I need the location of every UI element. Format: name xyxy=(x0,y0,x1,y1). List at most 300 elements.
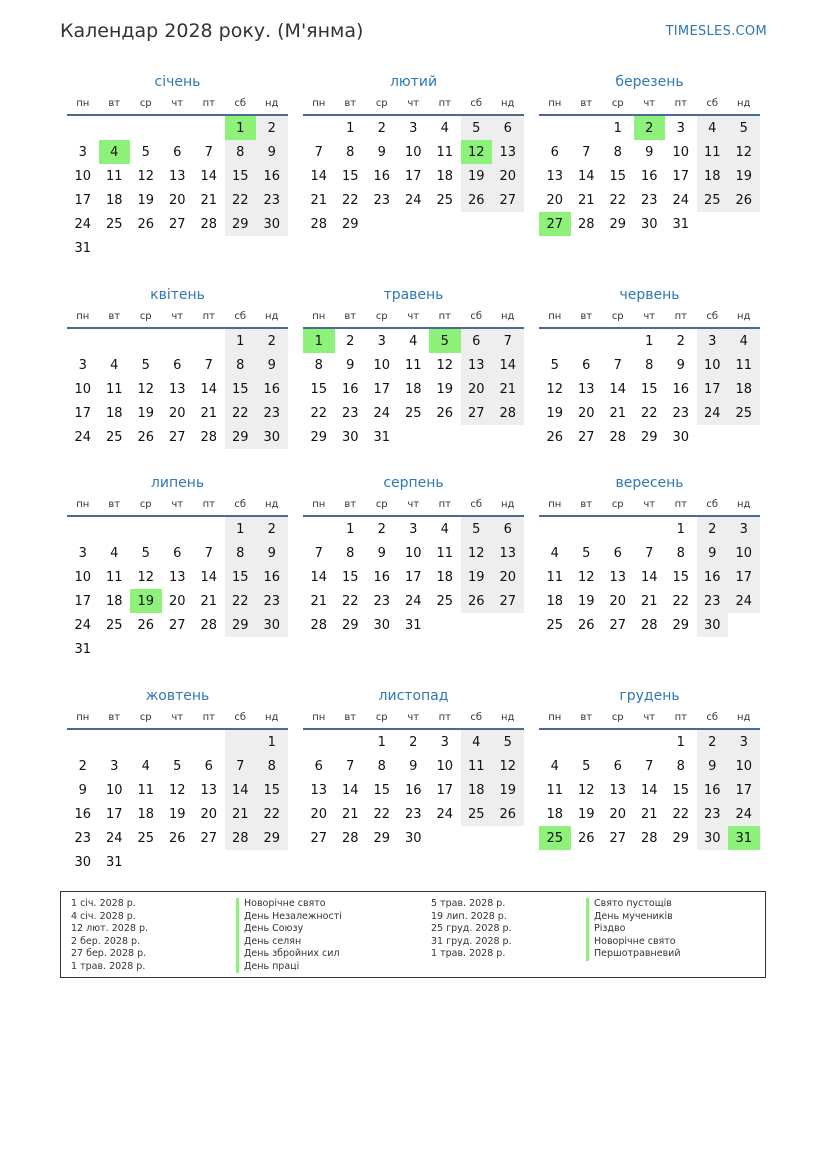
day-cell: 7 xyxy=(204,144,213,160)
day-cell: 9 xyxy=(377,144,386,160)
day-cell: 6 xyxy=(613,758,622,774)
empty-cell xyxy=(492,425,524,449)
day-cell: 22 xyxy=(341,593,359,609)
day-cell: 11 xyxy=(546,782,564,798)
empty-cell xyxy=(130,116,162,140)
weekday-label: нд xyxy=(265,98,279,109)
day-cell: 16 xyxy=(74,806,92,822)
day-cell: 27 xyxy=(168,216,186,232)
empty-cell xyxy=(130,637,162,661)
day-cell: 4 xyxy=(728,329,760,353)
day-cell: 31 xyxy=(672,216,690,232)
holiday-day-cell: 4 xyxy=(99,140,131,164)
day-cell: 21 xyxy=(310,593,328,609)
day-cell: 17 xyxy=(74,593,92,609)
weekday-label: пт xyxy=(438,98,451,109)
day-cell: 14 xyxy=(577,168,595,184)
day-cell: 26 xyxy=(577,617,595,633)
day-cell: 26 xyxy=(137,617,155,633)
day-grid xyxy=(539,517,760,637)
day-cell: 3 xyxy=(440,734,449,750)
day-cell: 14 xyxy=(200,381,218,397)
legend-date: 25 груд. 2028 р. xyxy=(431,923,512,934)
empty-cell xyxy=(366,212,398,236)
day-cell: 12 xyxy=(137,381,155,397)
day-cell: 16 xyxy=(256,565,288,589)
day-cell: 19 xyxy=(461,565,493,589)
legend-names-right xyxy=(586,898,681,961)
weekday-label: пт xyxy=(202,98,215,109)
day-cell: 25 xyxy=(436,593,454,609)
legend-holiday-name: День мучеників xyxy=(586,911,681,924)
weekday-label: вт xyxy=(108,499,121,510)
weekday-label: ср xyxy=(611,712,624,723)
day-cell: 16 xyxy=(697,778,729,802)
day-cell: 29 xyxy=(672,617,690,633)
day-grid xyxy=(539,730,760,850)
day-cell: 23 xyxy=(256,188,288,212)
day-cell: 29 xyxy=(256,826,288,850)
day-cell: 2 xyxy=(409,734,418,750)
weekday-label: чт xyxy=(407,712,420,723)
empty-cell xyxy=(492,826,524,850)
empty-cell xyxy=(67,116,99,140)
day-cell: 24 xyxy=(436,806,454,822)
weekday-label: сб xyxy=(470,311,483,322)
day-cell: 2 xyxy=(697,730,729,754)
weekday-label: пт xyxy=(202,499,215,510)
day-cell: 3 xyxy=(697,329,729,353)
weekday-label: нд xyxy=(737,499,751,510)
day-cell: 2 xyxy=(377,120,386,136)
day-grid xyxy=(67,329,288,449)
empty-cell xyxy=(539,116,571,140)
day-cell: 17 xyxy=(436,782,454,798)
day-cell: 1 xyxy=(256,730,288,754)
day-cell: 2 xyxy=(256,116,288,140)
day-cell: 25 xyxy=(137,830,155,846)
day-cell: 12 xyxy=(461,541,493,565)
day-cell: 29 xyxy=(672,830,690,846)
empty-cell xyxy=(602,517,634,541)
day-cell: 15 xyxy=(672,782,690,798)
day-cell: 10 xyxy=(74,569,92,585)
day-cell: 14 xyxy=(341,782,359,798)
day-cell: 11 xyxy=(436,545,454,561)
day-cell: 4 xyxy=(110,545,119,561)
day-cell: 6 xyxy=(582,357,591,373)
empty-cell xyxy=(67,730,99,754)
day-cell: 24 xyxy=(697,401,729,425)
day-grid xyxy=(67,116,288,260)
empty-cell xyxy=(67,329,99,353)
day-cell: 12 xyxy=(168,782,186,798)
day-cell: 9 xyxy=(78,782,87,798)
empty-cell xyxy=(225,236,257,260)
day-cell: 23 xyxy=(256,589,288,613)
weekday-label: чт xyxy=(171,712,184,723)
weekday-header xyxy=(303,710,524,730)
day-cell: 4 xyxy=(550,545,559,561)
day-cell: 7 xyxy=(204,545,213,561)
day-cell: 11 xyxy=(404,357,422,373)
empty-cell xyxy=(728,613,760,637)
day-cell: 22 xyxy=(341,192,359,208)
weekday-label: ср xyxy=(375,499,388,510)
month-block xyxy=(67,285,288,449)
weekday-label: сб xyxy=(234,98,247,109)
day-cell: 8 xyxy=(645,357,654,373)
weekday-header xyxy=(303,309,524,329)
day-cell: 22 xyxy=(310,405,328,421)
day-cell: 23 xyxy=(373,192,391,208)
day-cell: 6 xyxy=(613,545,622,561)
weekday-label: ср xyxy=(139,98,152,109)
day-cell: 16 xyxy=(256,164,288,188)
day-cell: 16 xyxy=(672,381,690,397)
weekday-label: чт xyxy=(171,311,184,322)
day-cell: 3 xyxy=(728,517,760,541)
day-cell: 5 xyxy=(141,545,150,561)
legend-holiday-name: Першотравневий xyxy=(586,948,681,961)
weekday-label: пн xyxy=(76,311,90,322)
weekday-label: вт xyxy=(108,98,121,109)
day-cell: 22 xyxy=(373,806,391,822)
day-cell: 7 xyxy=(225,754,257,778)
day-cell: 25 xyxy=(436,192,454,208)
weekday-header xyxy=(67,309,288,329)
day-cell: 18 xyxy=(404,381,422,397)
day-cell: 30 xyxy=(373,617,391,633)
day-cell: 21 xyxy=(577,192,595,208)
empty-cell xyxy=(571,329,603,353)
day-cell: 25 xyxy=(105,216,123,232)
legend-date: 4 січ. 2028 р. xyxy=(71,910,136,922)
legend-date: 19 лип. 2028 р. xyxy=(431,910,507,922)
weekday-label: пн xyxy=(312,98,326,109)
month-block xyxy=(303,285,524,449)
day-cell: 23 xyxy=(341,405,359,421)
day-cell: 7 xyxy=(645,545,654,561)
day-cell: 18 xyxy=(137,806,155,822)
empty-cell xyxy=(162,236,194,260)
day-cell: 30 xyxy=(74,854,92,870)
day-cell: 18 xyxy=(546,593,564,609)
day-cell: 3 xyxy=(377,333,386,349)
empty-cell xyxy=(162,517,194,541)
day-cell: 24 xyxy=(373,405,391,421)
month-name: січень xyxy=(154,74,201,90)
weekday-label: сб xyxy=(234,499,247,510)
month-block xyxy=(539,285,760,449)
holiday-legend xyxy=(60,891,766,978)
empty-cell xyxy=(634,730,666,754)
day-cell: 20 xyxy=(168,405,186,421)
day-cell: 8 xyxy=(613,144,622,160)
day-cell: 20 xyxy=(168,593,186,609)
day-cell: 7 xyxy=(645,758,654,774)
day-grid xyxy=(539,116,760,236)
day-cell: 1 xyxy=(613,120,622,136)
empty-cell xyxy=(571,730,603,754)
day-cell: 11 xyxy=(105,168,123,184)
month-name: липень xyxy=(150,475,205,491)
day-cell: 8 xyxy=(676,545,685,561)
day-cell: 4 xyxy=(697,116,729,140)
weekday-label: нд xyxy=(265,311,279,322)
day-cell: 12 xyxy=(546,381,564,397)
weekday-header xyxy=(67,96,288,116)
day-cell: 29 xyxy=(225,613,257,637)
day-cell: 1 xyxy=(225,517,257,541)
empty-cell xyxy=(99,329,131,353)
weekday-header xyxy=(67,497,288,517)
weekday-label: сб xyxy=(706,98,719,109)
day-cell: 20 xyxy=(461,377,493,401)
day-cell: 27 xyxy=(609,830,627,846)
day-cell: 25 xyxy=(546,617,564,633)
weekday-label: сб xyxy=(470,98,483,109)
day-cell: 8 xyxy=(225,140,257,164)
day-cell: 10 xyxy=(74,381,92,397)
day-cell: 28 xyxy=(341,830,359,846)
weekday-label: чт xyxy=(171,499,184,510)
day-cell: 29 xyxy=(609,216,627,232)
day-cell: 6 xyxy=(173,357,182,373)
weekday-label: сб xyxy=(234,712,247,723)
day-grid xyxy=(303,730,524,850)
month-block xyxy=(303,72,524,236)
empty-cell xyxy=(303,116,335,140)
legend-date: 5 трав. 2028 р. xyxy=(431,898,506,909)
empty-cell xyxy=(429,425,461,449)
weekday-label: пн xyxy=(548,499,562,510)
day-cell: 11 xyxy=(461,754,493,778)
weekday-label: пт xyxy=(438,311,451,322)
day-cell: 27 xyxy=(609,617,627,633)
empty-cell xyxy=(130,329,162,353)
day-cell: 2 xyxy=(256,329,288,353)
day-cell: 17 xyxy=(404,168,422,184)
day-cell: 16 xyxy=(341,381,359,397)
day-cell: 24 xyxy=(74,216,92,232)
month-block xyxy=(303,473,524,637)
day-cell: 26 xyxy=(436,405,454,421)
day-cell: 15 xyxy=(341,569,359,585)
weekday-label: пн xyxy=(312,712,326,723)
day-cell: 5 xyxy=(582,758,591,774)
day-cell: 18 xyxy=(461,778,493,802)
day-cell: 23 xyxy=(640,192,658,208)
day-cell: 29 xyxy=(341,216,359,232)
day-cell: 6 xyxy=(173,144,182,160)
day-cell: 13 xyxy=(492,140,524,164)
day-cell: 18 xyxy=(697,164,729,188)
month-name: серпень xyxy=(383,475,444,491)
empty-cell xyxy=(539,329,571,353)
weekday-label: вт xyxy=(580,311,593,322)
day-cell: 26 xyxy=(546,429,564,445)
weekday-label: вт xyxy=(580,499,593,510)
day-cell: 7 xyxy=(204,357,213,373)
day-cell: 17 xyxy=(404,569,422,585)
day-cell: 24 xyxy=(728,802,760,826)
day-cell: 14 xyxy=(200,569,218,585)
weekday-header xyxy=(67,710,288,730)
month-name: лютий xyxy=(389,74,438,90)
day-cell: 16 xyxy=(640,168,658,184)
day-cell: 27 xyxy=(492,589,524,613)
day-cell: 29 xyxy=(373,830,391,846)
day-cell: 23 xyxy=(697,802,729,826)
month-name: листопад xyxy=(378,688,449,704)
day-grid xyxy=(303,517,524,637)
day-cell: 30 xyxy=(256,212,288,236)
legend-date: 1 трав. 2028 р. xyxy=(71,960,146,972)
day-cell: 30 xyxy=(640,216,658,232)
empty-cell xyxy=(461,212,493,236)
day-cell: 20 xyxy=(200,806,218,822)
day-cell: 21 xyxy=(341,806,359,822)
weekday-label: пн xyxy=(76,98,90,109)
empty-cell xyxy=(539,730,571,754)
day-cell: 26 xyxy=(137,429,155,445)
legend-holiday-name: День Незалежності xyxy=(236,911,342,924)
day-cell: 18 xyxy=(546,806,564,822)
day-cell: 15 xyxy=(256,778,288,802)
weekday-label: ср xyxy=(611,311,624,322)
legend-holiday-name: Новорічне свято xyxy=(586,936,681,949)
day-cell: 8 xyxy=(346,144,355,160)
empty-cell xyxy=(162,850,194,874)
empty-cell xyxy=(193,637,225,661)
day-cell: 13 xyxy=(310,782,328,798)
day-cell: 21 xyxy=(225,802,257,826)
holiday-day-cell: 19 xyxy=(130,589,162,613)
day-cell: 8 xyxy=(225,541,257,565)
day-cell: 26 xyxy=(492,802,524,826)
weekday-label: вт xyxy=(344,499,357,510)
weekday-label: ср xyxy=(375,712,388,723)
empty-cell xyxy=(398,425,430,449)
weekday-label: сб xyxy=(234,311,247,322)
day-cell: 21 xyxy=(640,806,658,822)
empty-cell xyxy=(193,116,225,140)
day-cell: 22 xyxy=(640,405,658,421)
day-cell: 28 xyxy=(200,216,218,232)
day-cell: 24 xyxy=(404,192,422,208)
weekday-label: пн xyxy=(548,311,562,322)
day-cell: 24 xyxy=(74,429,92,445)
day-cell: 11 xyxy=(105,381,123,397)
day-cell: 14 xyxy=(200,168,218,184)
day-cell: 17 xyxy=(697,377,729,401)
weekday-label: пн xyxy=(312,499,326,510)
day-cell: 15 xyxy=(640,381,658,397)
day-cell: 9 xyxy=(346,357,355,373)
holiday-day-cell: 25 xyxy=(539,826,571,850)
day-cell: 8 xyxy=(377,758,386,774)
empty-cell xyxy=(193,730,225,754)
day-cell: 31 xyxy=(105,854,123,870)
weekday-label: ср xyxy=(139,499,152,510)
empty-cell xyxy=(130,236,162,260)
day-cell: 1 xyxy=(346,120,355,136)
day-cell: 13 xyxy=(168,168,186,184)
empty-cell xyxy=(398,212,430,236)
day-cell: 2 xyxy=(377,521,386,537)
day-cell: 8 xyxy=(314,357,323,373)
day-cell: 12 xyxy=(728,140,760,164)
day-cell: 20 xyxy=(168,192,186,208)
weekday-label: сб xyxy=(470,712,483,723)
empty-cell xyxy=(728,425,760,449)
day-cell: 7 xyxy=(613,357,622,373)
weekday-header xyxy=(539,96,760,116)
day-grid xyxy=(67,517,288,661)
day-cell: 23 xyxy=(256,401,288,425)
empty-cell xyxy=(697,425,729,449)
day-cell: 28 xyxy=(492,401,524,425)
legend-date: 2 бер. 2028 р. xyxy=(71,935,141,947)
day-cell: 5 xyxy=(141,357,150,373)
day-cell: 5 xyxy=(461,517,493,541)
day-grid xyxy=(303,329,524,449)
weekday-label: пт xyxy=(674,712,687,723)
legend-holiday-name: День збройних сил xyxy=(236,948,342,961)
day-cell: 18 xyxy=(436,168,454,184)
day-cell: 8 xyxy=(225,353,257,377)
day-cell: 4 xyxy=(440,521,449,537)
day-cell: 3 xyxy=(728,730,760,754)
weekday-label: пт xyxy=(438,499,451,510)
day-cell: 24 xyxy=(74,617,92,633)
weekday-header xyxy=(303,497,524,517)
day-cell: 3 xyxy=(676,120,685,136)
legend-holiday-name: Різдво xyxy=(586,923,681,936)
day-cell: 23 xyxy=(672,405,690,421)
day-cell: 16 xyxy=(256,377,288,401)
weekday-label: нд xyxy=(265,499,279,510)
weekday-label: чт xyxy=(171,98,184,109)
day-cell: 30 xyxy=(697,826,729,850)
day-cell: 18 xyxy=(105,405,123,421)
month-block xyxy=(539,686,760,850)
day-cell: 4 xyxy=(550,758,559,774)
weekday-label: нд xyxy=(501,712,515,723)
day-cell: 24 xyxy=(404,593,422,609)
month-name: вересень xyxy=(615,475,684,491)
day-cell: 7 xyxy=(492,329,524,353)
day-cell: 25 xyxy=(697,188,729,212)
weekday-label: сб xyxy=(470,499,483,510)
day-cell: 4 xyxy=(110,357,119,373)
brand-link[interactable]: TIMESLES.COM xyxy=(665,24,767,39)
day-cell: 20 xyxy=(609,593,627,609)
day-cell: 30 xyxy=(256,425,288,449)
day-cell: 27 xyxy=(200,830,218,846)
weekday-label: вт xyxy=(108,712,121,723)
month-block xyxy=(67,686,288,874)
day-cell: 21 xyxy=(310,192,328,208)
weekday-label: пт xyxy=(438,712,451,723)
empty-cell xyxy=(492,212,524,236)
empty-cell xyxy=(429,613,461,637)
day-cell: 27 xyxy=(492,188,524,212)
day-cell: 6 xyxy=(314,758,323,774)
day-cell: 28 xyxy=(310,617,328,633)
legend-date: 12 лют. 2028 р. xyxy=(71,923,148,934)
